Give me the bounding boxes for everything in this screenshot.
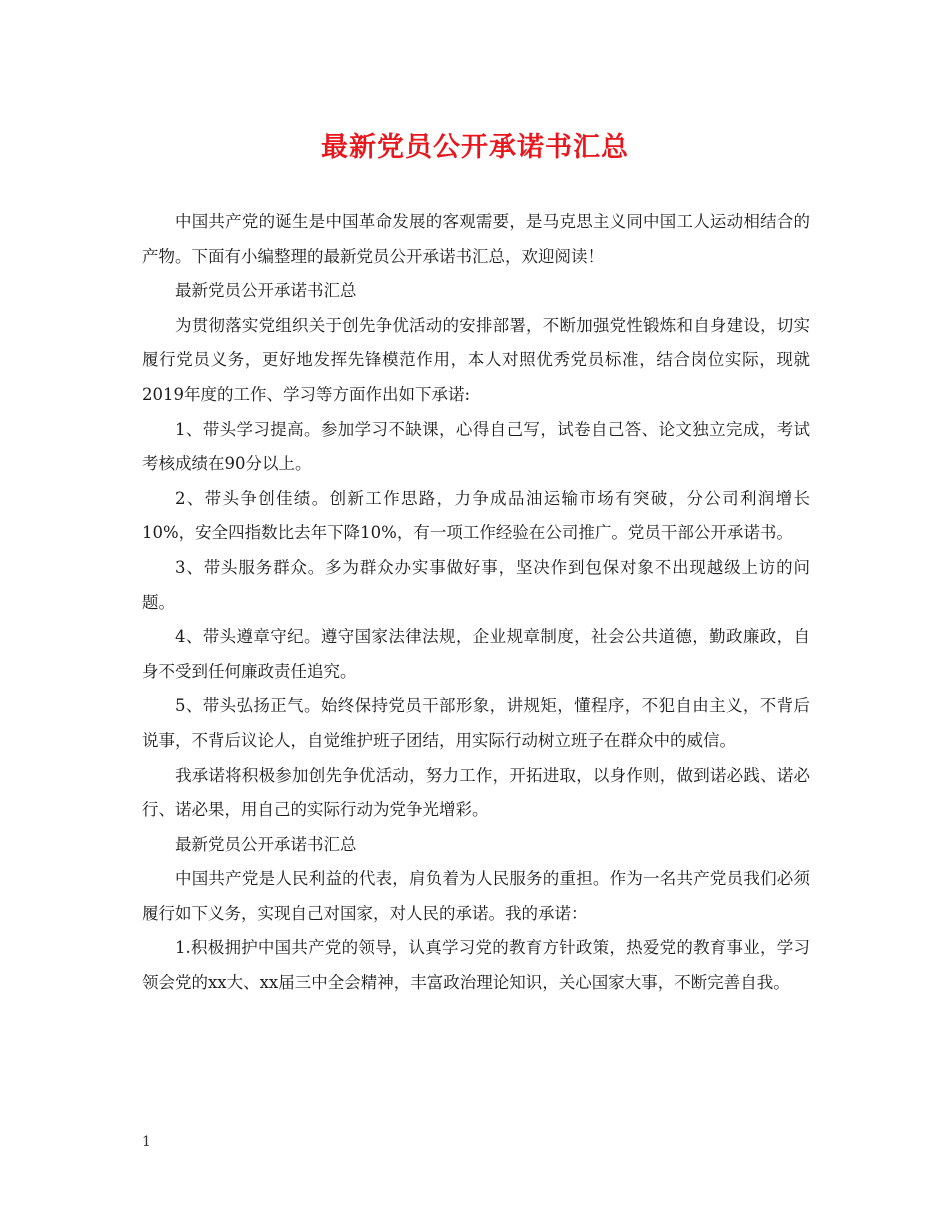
section-heading: 最新党员公开承诺书汇总: [175, 281, 357, 301]
document-body: [142, 205, 810, 1001]
body-paragraph: 中国共产党是人民利益的代表，肩负着为人民服务的重担。作为一名共产党员我们必须履行如下义务，实现自己对国家，对人民的承诺。我的承诺：: [142, 869, 810, 923]
intro-paragraph: 中国共产党的诞生是中国革命发展的客观需要，是马克思主义同中国工人运动相结合的产物。下面有小编整理的最新党员公开承诺书汇总，欢迎阅读！: [142, 212, 810, 266]
page-number: 1: [142, 1134, 151, 1150]
pledge-item: 3、带头服务群众。多为群众办实事做好事，坚决作到包保对象不出现越级上访的问题。: [142, 557, 810, 612]
pledge-item: 1.积极拥护中国共产党的领导，认真学习党的教育方针政策，热爱党的教育事业，学习领会党的xx大、xx届三中全会精神，丰富政治理论知识，关心国家大事，不断完善自我。: [142, 938, 810, 993]
body-paragraph: 为贯彻落实党组织关于创先争优活动的安排部署，不断加强党性锻炼和自身建设，切实履行党员义务，更好地发挥先锋模范作用，本人对照优秀党员标准，结合岗位实际，现就2019年度的工作、学习等方面作出如下承诺:: [142, 315, 810, 404]
pledge-item: 2、带头争创佳绩。创新工作思路，力争成品油运输市场有突破，分公司利润增长10%，安全四指数比去年下降10%，有一项工作经验在公司推广。党员干部公开承诺书。: [142, 488, 810, 543]
body-paragraph: 我承诺将积极参加创先争优活动，努力工作，开拓进取，以身作则，做到诺必践、诺必行、诺必果，用自己的实际行动为党争光增彩。: [142, 765, 810, 820]
pledge-item: 1、带头学习提高。参加学习不缺课，心得自己写，试卷自己答、论文独立完成，考试考核成绩在90分以上。: [142, 419, 810, 474]
document-title: 最新党员公开承诺书汇总: [321, 132, 629, 163]
section-heading: 最新党员公开承诺书汇总: [175, 834, 357, 854]
pledge-item: 4、带头遵章守纪。遵守国家法律法规，企业规章制度，社会公共道德，勤政廉政，自身不受到任何廉政责任追究。: [142, 627, 810, 681]
pledge-item: 5、带头弘扬正气。始终保持党员干部形象，讲规矩，懂程序，不犯自由主义，不背后说事，不背后议论人，自觉维护班子团结，用实际行动树立班子在群众中的威信。: [142, 696, 810, 750]
